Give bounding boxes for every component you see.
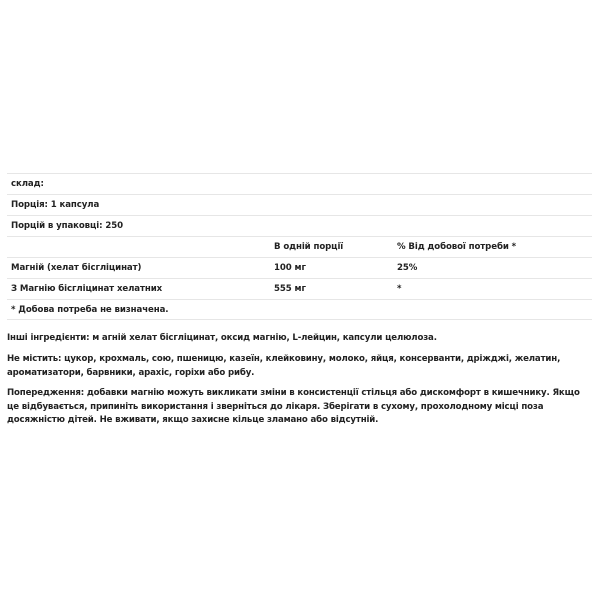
table-header-row [7, 236, 592, 257]
servings-per-container-row [7, 215, 592, 236]
footnote: * Добова потреба не визначена. [11, 305, 169, 315]
header-per-serving: В одній порції [274, 242, 344, 252]
footnote-row [7, 299, 592, 320]
warning-text: Попередження: добавки магнію можуть викликати зміни в консистенції стільця або дискомфорт в кишечнику. Якщо це відбувається, припиніть використання і зверніться до лікаря. Зберігати в сухому, прохолодному місці поза досяжністю дітей. Не вживати, якщо захисне кільце зламано або відсутній. [7, 388, 580, 425]
other-ingredients: Інші інгредієнти: м агній хелат бісгліцинат, оксид магнію, L-лейцин, капсули целюлоза. [7, 333, 437, 343]
nutrient-daily-value: 25% [397, 263, 418, 273]
table-row [7, 257, 592, 278]
nutrient-name: З Магнію бісгліцинат хелатних [11, 284, 163, 294]
does-not-contain: Не містить: цукор, крохмаль, сою, пшеницю, казеїн, клейковину, молоко, яйця, консерванти, дріжджі, желатин, ароматизатори, барвники, арахіс, горіхи або рибу. [7, 354, 561, 378]
nutrient-name: Магній (хелат бісгліцинат) [11, 263, 142, 273]
nutrient-amount: 100 мг [274, 263, 306, 273]
composition-title: склад: [11, 179, 44, 189]
nutrient-amount: 555 мг [274, 284, 306, 294]
servings-per-container: Порцій в упаковці: 250 [11, 221, 124, 231]
supplement-facts-table [7, 173, 592, 320]
nutrient-daily-value: * [397, 284, 402, 294]
composition-title-row [7, 173, 592, 194]
header-daily-value: % Від добової потреби * [397, 242, 517, 252]
table-row [7, 278, 592, 299]
serving-size: Порція: 1 капсула [11, 200, 100, 210]
serving-row [7, 194, 592, 215]
